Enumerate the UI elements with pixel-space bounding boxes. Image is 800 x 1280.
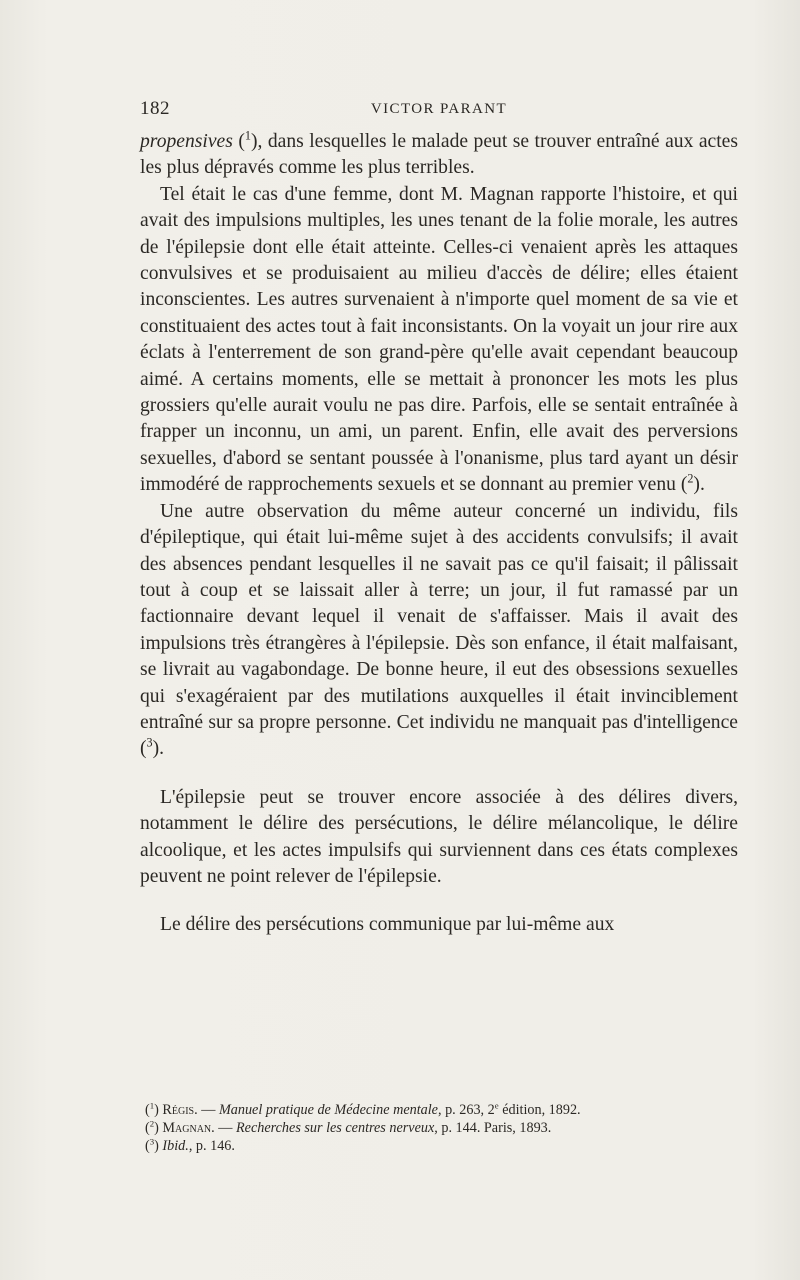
paragraph-4: L'épilepsie peut se trouver encore associée à des délires divers, notamment le délire des persécutions, le délire mélancolique, le délire alcoolique, et les actes impulsifs qui surviennent dans ces états complexes peuvent ne point relever de l'épilepsie. [140,786,738,887]
footnote-2: ($^2$) Magnan. — Recherches sur les centres nerveux, p. 144. Paris, 1893. [145,1118,552,1136]
footnotes [145,1101,738,1155]
footnote-mark: 2 [149,1118,155,1129]
running-head: VICTOR PARANT [370,101,508,117]
footnote-ref-1: 1 [244,128,251,143]
footnote-mark: 1 [149,1100,155,1111]
footnote-ref-2: 2 [687,471,694,486]
footnote-1: ($^1$) Régis. — Manuel pratique de Médecine mentale, p. 263, 2e édition, 1892. [145,1100,581,1118]
paragraph-2: Tel était le cas d'une femme, dont M. Magnan rapporte l'histoire, et qui avait des impulsions multiples, les unes tenant de la folie morale, les autres de l'épilepsie dont elle était atteinte. Celles-ci venaient après les attaques convulsives et se produisaient au milieu d'accès de délire; elles étaient inconscientes. Les autres survenaient à n'importe quel moment de sa vie et constituaient des actes tout à fait inconsistants. On la voyait un jour rire aux éclats à l'enterrement de son grand-père qu'elle avait cependant beaucoup aimé. A certains moments, elle se mettait à prononcer les mots les plus grossiers qu'elle aurait voulu ne pas dire. Parfois, elle se sentait entraînée à frapper un inconnu, un ami, un parent. Enfin, elle avait des perversions sexuelles, d'abord se sentant poussée à l'onanisme, plus tard ayant un désir immodéré de rapprochements sexuels et se donnant au premier venu ($^2$). [140,183,738,496]
footnote-author: Régis [162,1102,195,1118]
body-text [140,129,738,939]
footnote-mark: 3 [149,1136,155,1147]
footnote-title: Manuel pratique de Médecine mentale [218,1102,438,1118]
page-number: 182 [140,98,170,119]
footnote-title: Ibid. [162,1138,189,1154]
footnote-title: Recherches sur les centres nerveux [235,1120,435,1136]
footnote-author: Magnan [162,1120,212,1136]
page-header [140,98,738,122]
paragraph-3: Une autre observation du même auteur concerné un individu, fils d'épileptique, qui était lui-même sujet à des accidents convulsifs; il avait des absences pendant lesquelles il ne savait pas ce qu'il faisait; il pâlissait tout à coup et se laissait aller à terre; un jour, il fut ramassé par un factionnaire devant lequel il venait de s'affaisser. Mais il avait des impulsions très étrangères à l'épilepsie. Dès son enfance, il était malfaisant, se livrait au vagabondage. De bonne heure, il eut des obsessions sexuelles qui s'exagéraient par des mutilations auxquelles il était invinciblement entraîné sur sa propre personne. Cet individu ne manquait pas d'intelligence ($^3$). [140,500,738,760]
paragraph-1: propensives ($^1$), dans lesquelles le malade peut se trouver entraîné aux actes les plus dépravés comme les plus terribles. [140,128,738,179]
paragraph-5: Le délire des persécutions communique par lui-même aux [160,914,615,936]
italic-lead-word: propensives [140,131,233,152]
footnote-ref-3: 3 [146,735,153,750]
footnote-3: ($^3$) Ibid., p. 146. [145,1136,235,1154]
